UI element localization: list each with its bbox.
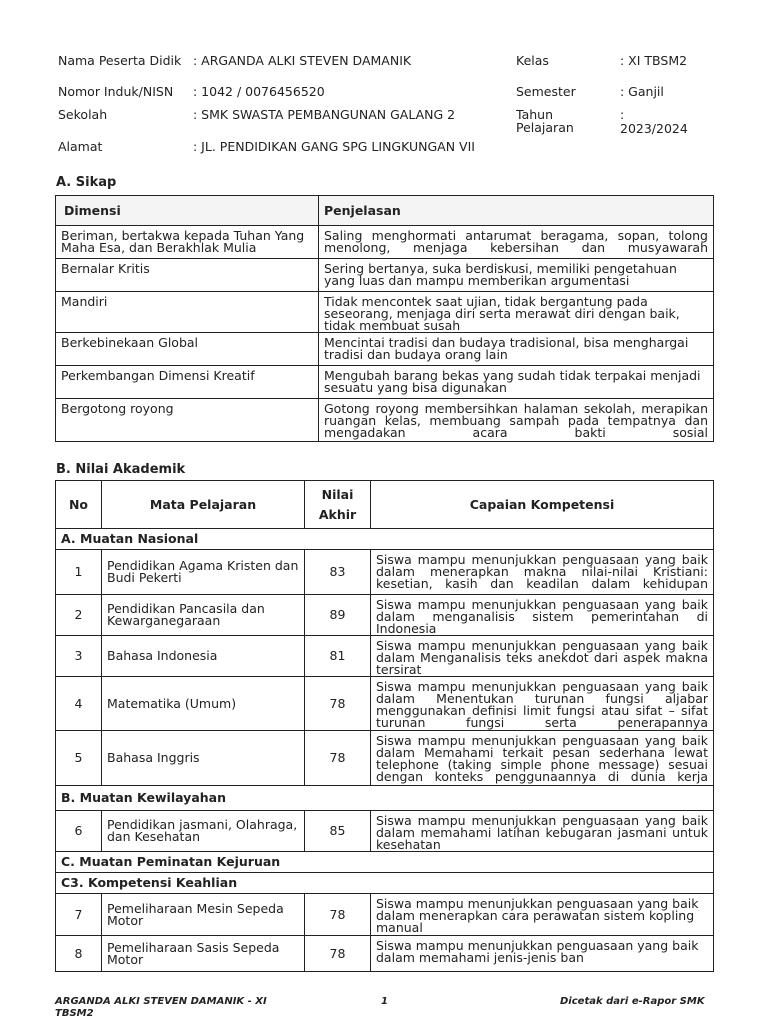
capaian-cell: Siswa mampu menunjukkan penguasaan yang baik dalam memahami jenis-jenis ban <box>371 936 714 972</box>
nilai-cell: 83 <box>305 550 371 595</box>
group-row <box>56 786 714 811</box>
group-kompetensi-keahlian: C3. Kompetensi Keahlian <box>56 873 714 894</box>
nama-label: Nama Peserta Didik <box>58 53 182 68</box>
capaian-cell: Siswa mampu menunjukkan penguasaan yang baik dalam Menganalisis teks anekdot dari aspek makna tersirat <box>371 636 714 677</box>
capaian-cell: Siswa mampu menunjukkan penguasaan yang baik dalam Memahami terkait pesan sederhana lewat telephone (taking simple phone message) sesuai dengan konteks penggunaannya di dunia kerja <box>371 731 714 786</box>
sikap-row <box>56 333 714 366</box>
mapel-cell: Bahasa Inggris <box>102 731 305 786</box>
group-muatan-peminatan: C. Muatan Peminatan Kejuruan <box>56 852 714 873</box>
penjelasan-cell: Saling menghormati antarumat beragama, sopan, tolong menolong, menjaga kebersihan dan musyawarah <box>319 226 714 259</box>
semester-label: Semester <box>516 84 576 99</box>
penjelasan-cell: Gotong royong membersihkan halaman sekolah, merapikan ruangan kelas, membuang sampah pada tempatnya dan mengadakan acara bakti sosial <box>319 399 714 442</box>
mapel-cell: Pendidikan Pancasila dan Kewarganegaraan <box>102 595 305 636</box>
akademik-header-row <box>56 481 714 529</box>
kelas-label: Kelas <box>516 53 549 68</box>
sikap-section-title: A. Sikap <box>56 175 117 190</box>
dimensi-cell: Berkebinekaan Global <box>56 333 319 366</box>
group-row <box>56 873 714 894</box>
table-row <box>56 894 714 936</box>
nisn-label: Nomor Induk/NISN <box>58 84 174 99</box>
dimensi-cell: Beriman, bertakwa kepada Tuhan Yang Maha Esa, dan Berakhlak Mulia <box>56 226 319 259</box>
no-cell: 3 <box>56 636 102 677</box>
nama-value: : ARGANDA ALKI STEVEN DAMANIK <box>193 53 412 68</box>
sikap-table <box>55 195 714 442</box>
penjelasan-cell: Sering bertanya, suka berdiskusi, memiliki pengetahuan yang luas dan mampu memberikan argumentasi <box>319 259 714 292</box>
akademik-table <box>55 480 714 972</box>
mapel-cell: Pemeliharaan Mesin Sepeda Motor <box>102 894 305 936</box>
table-row <box>56 811 714 852</box>
penjelasan-cell: Mengubah barang bekas yang sudah tidak terpakai menjadi sesuatu yang bisa digunakan <box>319 366 714 399</box>
no-cell: 7 <box>56 894 102 936</box>
table-row <box>56 677 714 731</box>
mapel-cell: Matematika (Umum) <box>102 677 305 731</box>
sikap-row <box>56 399 714 442</box>
footer-page-number: 1 <box>381 996 388 1007</box>
capaian-cell: Siswa mampu menunjukkan penguasaan yang baik dalam menerapkan cara perawatan sistem kopling manual <box>371 894 714 936</box>
table-row <box>56 731 714 786</box>
sikap-row <box>56 292 714 333</box>
capaian-cell: Siswa mampu menunjukkan penguasaan yang baik dalam Menentukan turunan fungsi aljabar menggunakan definisi limit fungsi atau sifat – sifat turunan fungsi serta penerapannya <box>371 677 714 731</box>
col-capaian-header: Capaian Kompetensi <box>371 481 714 529</box>
no-cell: 1 <box>56 550 102 595</box>
dimensi-cell: Perkembangan Dimensi Kreatif <box>56 366 319 399</box>
tahun-label: Tahun Pelajaran <box>516 107 574 135</box>
sekolah-value: : SMK SWASTA PEMBANGUNAN GALANG 2 <box>193 107 456 122</box>
dimensi-cell: Mandiri <box>56 292 319 333</box>
nilai-cell: 78 <box>305 894 371 936</box>
dimensi-cell: Bergotong royong <box>56 399 319 442</box>
nilai-cell: 89 <box>305 595 371 636</box>
tahun-colon: : <box>620 107 625 122</box>
mapel-cell: Pemeliharaan Sasis Sepeda Motor <box>102 936 305 972</box>
group-row <box>56 852 714 873</box>
nilai-cell: 78 <box>305 677 371 731</box>
group-row <box>56 529 714 550</box>
col-mapel-header: Mata Pelajaran <box>102 481 305 529</box>
sikap-row <box>56 226 714 259</box>
nilai-cell: 81 <box>305 636 371 677</box>
capaian-cell: Siswa mampu menunjukkan penguasaan yang baik dalam menerapkan makna nilai-nilai Kristiani: kesetian, kasih dan keadilan dalam kehidupan <box>371 550 714 595</box>
sikap-row <box>56 259 714 292</box>
footer-printed-from: Dicetak dari e-Rapor SMK <box>560 996 705 1007</box>
group-muatan-kewilayahan: B. Muatan Kewilayahan <box>56 786 714 811</box>
tahun-value: 2023/2024 <box>620 121 688 136</box>
dimensi-cell: Bernalar Kritis <box>56 259 319 292</box>
nisn-value: : 1042 / 0076456520 <box>193 84 325 99</box>
col-nilai-header: Nilai Akhir <box>305 481 371 529</box>
no-cell: 2 <box>56 595 102 636</box>
sikap-header-row <box>56 196 714 226</box>
table-row <box>56 936 714 972</box>
penjelasan-cell: Mencintai tradisi dan budaya tradisional, bisa menghargai tradisi dan budaya orang lain <box>319 333 714 366</box>
footer-student: ARGANDA ALKI STEVEN DAMANIK - XI TBSM2 <box>55 996 267 1019</box>
no-cell: 5 <box>56 731 102 786</box>
no-cell: 6 <box>56 811 102 852</box>
mapel-cell: Bahasa Indonesia <box>102 636 305 677</box>
no-cell: 8 <box>56 936 102 972</box>
table-row <box>56 550 714 595</box>
group-muatan-nasional: A. Muatan Nasional <box>56 529 714 550</box>
nilai-cell: 85 <box>305 811 371 852</box>
nilai-cell: 78 <box>305 731 371 786</box>
col-no-header: No <box>56 481 102 529</box>
col-penjelasan-header: Penjelasan <box>319 196 714 226</box>
penjelasan-cell: Tidak mencontek saat ujian, tidak bergantung pada seseorang, menjaga diri serta merawat diri dengan baik, tidak membuat susah <box>319 292 714 333</box>
mapel-cell: Pendidikan jasmani, Olahraga, dan Kesehatan <box>102 811 305 852</box>
nilai-cell: 78 <box>305 936 371 972</box>
sikap-row <box>56 366 714 399</box>
semester-value: : Ganjil <box>620 84 664 99</box>
no-cell: 4 <box>56 677 102 731</box>
capaian-cell: Siswa mampu menunjukkan penguasaan yang baik dalam menganalisis sistem pemerintahan di Indonesia <box>371 595 714 636</box>
capaian-cell: Siswa mampu menunjukkan penguasaan yang baik dalam memahami latihan kebugaran jasmani untuk kesehatan <box>371 811 714 852</box>
sekolah-label: Sekolah <box>58 107 108 122</box>
alamat-value: : JL. PENDIDIKAN GANG SPG LINGKUNGAN VII <box>193 139 475 154</box>
mapel-cell: Pendidikan Agama Kristen dan Budi Pekerti <box>102 550 305 595</box>
table-row <box>56 595 714 636</box>
akademik-section-title: B. Nilai Akademik <box>56 462 186 477</box>
col-dimensi-header: Dimensi <box>56 196 319 226</box>
table-row <box>56 636 714 677</box>
kelas-value: : XI TBSM2 <box>620 53 688 68</box>
alamat-label: Alamat <box>58 139 103 154</box>
